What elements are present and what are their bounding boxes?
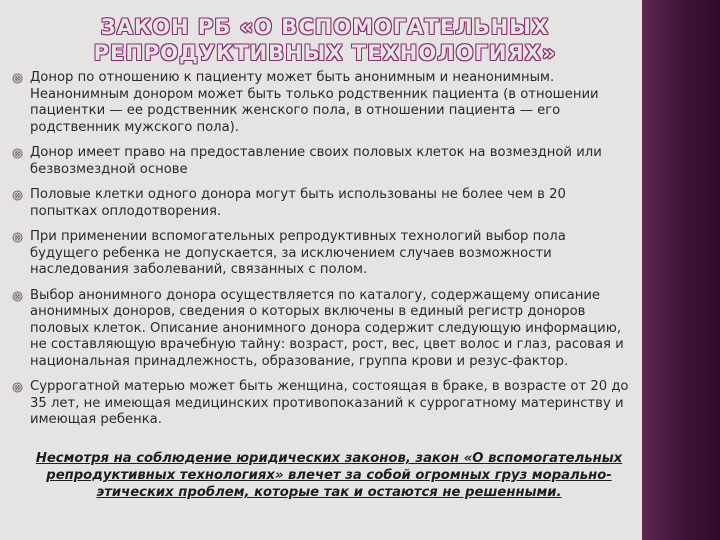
list-item xyxy=(12,187,634,220)
list-item xyxy=(12,379,634,429)
list-item-text: Суррогатной матерью может быть женщина, состоящая в браке, в возрасте от 20 до 35 лет, не имеющая медицинских противопоказаний к суррогатному материнству и имеющая ребенка. xyxy=(30,379,629,427)
list-item xyxy=(12,145,634,178)
list-item-text: Половые клетки одного донора могут быть использованы не более чем в 20 попытках оплодотворения. xyxy=(30,187,566,219)
conclusion-text: Несмотря на соблюдение юридических законов, закон «О вспомогательных репродуктивных технологиях» влечет за собой огромных груз морально-этических проблем, которые так и остаются не решенными. xyxy=(35,451,623,500)
slide-title: ЗАКОН РБ «О ВСПОМОГАТЕЛЬНЫХ РЕПРОДУКТИВНЫХ ТЕХНОЛОГИЯХ» xyxy=(93,15,557,65)
circle-bullet-icon xyxy=(12,232,30,242)
list-item-text: Выбор анонимного донора осуществляется по каталогу, содержащему описание анонимных доноров, сведения о которых включены в единый регистр доноров половых клеток. Описание анонимного донора содержит следующую информацию, не составляющую врачебную тайну: возраст, рост, вес, цвет волос и глаз, расовая и национальная принадлежность, образование, группа крови и резус-фактор. xyxy=(30,287,624,369)
list-item xyxy=(12,229,634,279)
bullet-list xyxy=(12,70,634,438)
list-item-text: При применении вспомогательных репродуктивных технологий выбор пола будущего ребенка не допускается, за исключением случаев возможности наследования заболеваний, связанных с полом. xyxy=(30,229,566,277)
list-item xyxy=(12,70,634,136)
circle-bullet-icon xyxy=(12,73,30,83)
list-item-text: Донор имеет право на предоставление своих половых клеток на возмездной или безвозмездной основе xyxy=(30,145,602,177)
circle-bullet-icon xyxy=(12,190,30,200)
decorative-side-band xyxy=(642,0,720,540)
list-item xyxy=(12,288,634,371)
circle-bullet-icon xyxy=(12,291,30,301)
list-item-text: Донор по отношению к пациенту может быть анонимным и неанонимным. Неанонимным донором может быть только родственник пациента (в отношении пациентки — ее родственник женского пола, в отношении пациента — его родственник мужского пола). xyxy=(30,70,599,135)
circle-bullet-icon xyxy=(12,148,30,158)
circle-bullet-icon xyxy=(12,382,30,392)
